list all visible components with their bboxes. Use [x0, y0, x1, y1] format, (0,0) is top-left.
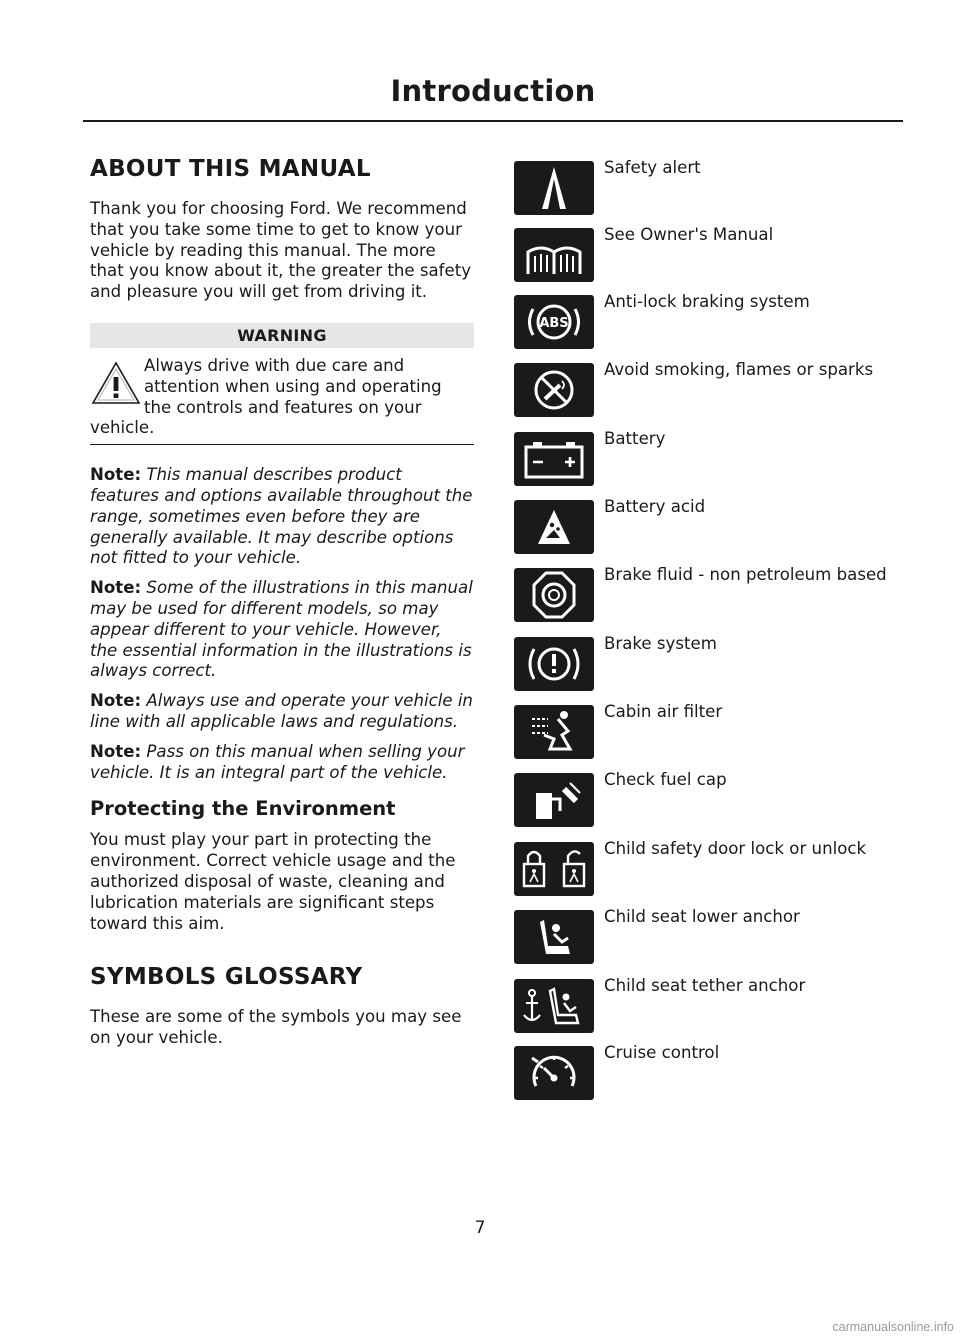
page-header: [83, 74, 903, 122]
about-intro: Thank you for choosing Ford. We recommend that you take some time to get to know your vehicle by reading this manual. The more that you know about it, the greater the safety and pleasure you will get from driving it.: [90, 199, 472, 302]
environment-heading: Protecting the Environment: [90, 797, 396, 821]
symbol-label: Battery acid: [604, 497, 706, 516]
warning-bar: WARNING: [90, 323, 474, 348]
safety-alert-icon: [514, 161, 594, 215]
symbol-label: Child safety door lock or unlock: [604, 839, 867, 858]
owners-manual-icon: [514, 228, 594, 282]
warning-divider: [90, 444, 474, 445]
glossary-heading: SYMBOLS GLOSSARY: [90, 964, 363, 991]
brake-fluid-icon: [514, 568, 594, 622]
environment-text: You must play your part in protecting the environment. Correct vehicle usage and the authorized disposal of waste, cleaning and lubrication materials are significant steps toward this aim.: [90, 830, 456, 933]
symbol-label: Battery: [604, 429, 666, 448]
symbol-label: Safety alert: [604, 158, 701, 177]
warning-text: Always drive with due care and attention when using and operating the controls and features on your: [144, 355, 442, 417]
symbol-label: Anti-lock braking system: [604, 292, 810, 311]
note-2: Note: Some of the illustrations in this manual may be used for different models, so may appear different to your vehicle. However, the essential information in the illustrations is always correct.: [90, 578, 473, 681]
about-heading: ABOUT THIS MANUAL: [90, 156, 371, 182]
cruise-control-icon: [514, 1046, 594, 1100]
symbol-cabin-air-filter: [514, 702, 934, 758]
abs-icon: [514, 295, 594, 349]
battery-acid-icon: [514, 500, 594, 554]
symbol-child-lock: [514, 839, 934, 895]
symbol-label: See Owner's Manual: [604, 225, 774, 244]
symbol-abs: [514, 292, 934, 348]
note-4: Note: Pass on this manual when selling your vehicle. It is an integral part of the vehicle.: [90, 741, 465, 782]
note-3: Note: Always use and operate your vehicle in line with all applicable laws and regulations.: [90, 691, 473, 731]
symbol-battery: [514, 429, 934, 485]
symbol-cruise-control: [514, 1043, 934, 1099]
symbol-label: Child seat tether anchor: [604, 976, 806, 995]
left-column: [90, 156, 474, 1049]
symbol-child-seat-tether: [514, 976, 934, 1032]
fuel-cap-icon: [514, 773, 594, 827]
symbol-safety-alert: [514, 158, 934, 214]
page-number: 7: [474, 1218, 486, 1238]
watermark: carmanualsonline.info: [832, 1320, 954, 1334]
note-1: Note: This manual describes product features and options available throughout the range, sometimes even before they are generally available. It may describe options not fitted to your vehicle.: [90, 465, 473, 568]
symbol-label: Cabin air filter: [604, 702, 723, 721]
symbol-battery-acid: [514, 497, 934, 553]
child-seat-tether-icon: [514, 979, 594, 1033]
warning-triangle-icon: [90, 360, 142, 406]
glossary-intro: These are some of the symbols you may see on your vehicle.: [90, 1007, 462, 1048]
cabin-air-filter-icon: [514, 705, 594, 759]
symbol-label: Brake system: [604, 634, 717, 653]
symbol-label: Brake fluid - non petroleum based: [604, 565, 887, 584]
section-title: Introduction: [390, 74, 596, 108]
battery-icon: [514, 432, 594, 486]
symbol-brake-system: [514, 634, 934, 690]
brake-system-icon: [514, 637, 594, 691]
symbol-brake-fluid: [514, 565, 934, 621]
warning-box: [90, 356, 474, 445]
symbol-child-seat-anchor: [514, 907, 934, 963]
symbol-owners-manual: [514, 225, 934, 281]
symbol-label: Check fuel cap: [604, 770, 727, 789]
child-seat-anchor-icon: [514, 910, 594, 964]
warning-text-end: vehicle.: [90, 418, 155, 438]
symbol-label: Avoid smoking, flames or sparks: [604, 360, 874, 379]
symbol-label: Cruise control: [604, 1043, 720, 1062]
child-lock-icon: [514, 842, 594, 896]
symbol-label: Child seat lower anchor: [604, 907, 800, 926]
symbol-fuel-cap: [514, 770, 934, 826]
symbol-no-smoking: [514, 360, 934, 416]
svg-text:ABS: ABS: [539, 316, 569, 331]
no-smoking-icon: [514, 363, 594, 417]
